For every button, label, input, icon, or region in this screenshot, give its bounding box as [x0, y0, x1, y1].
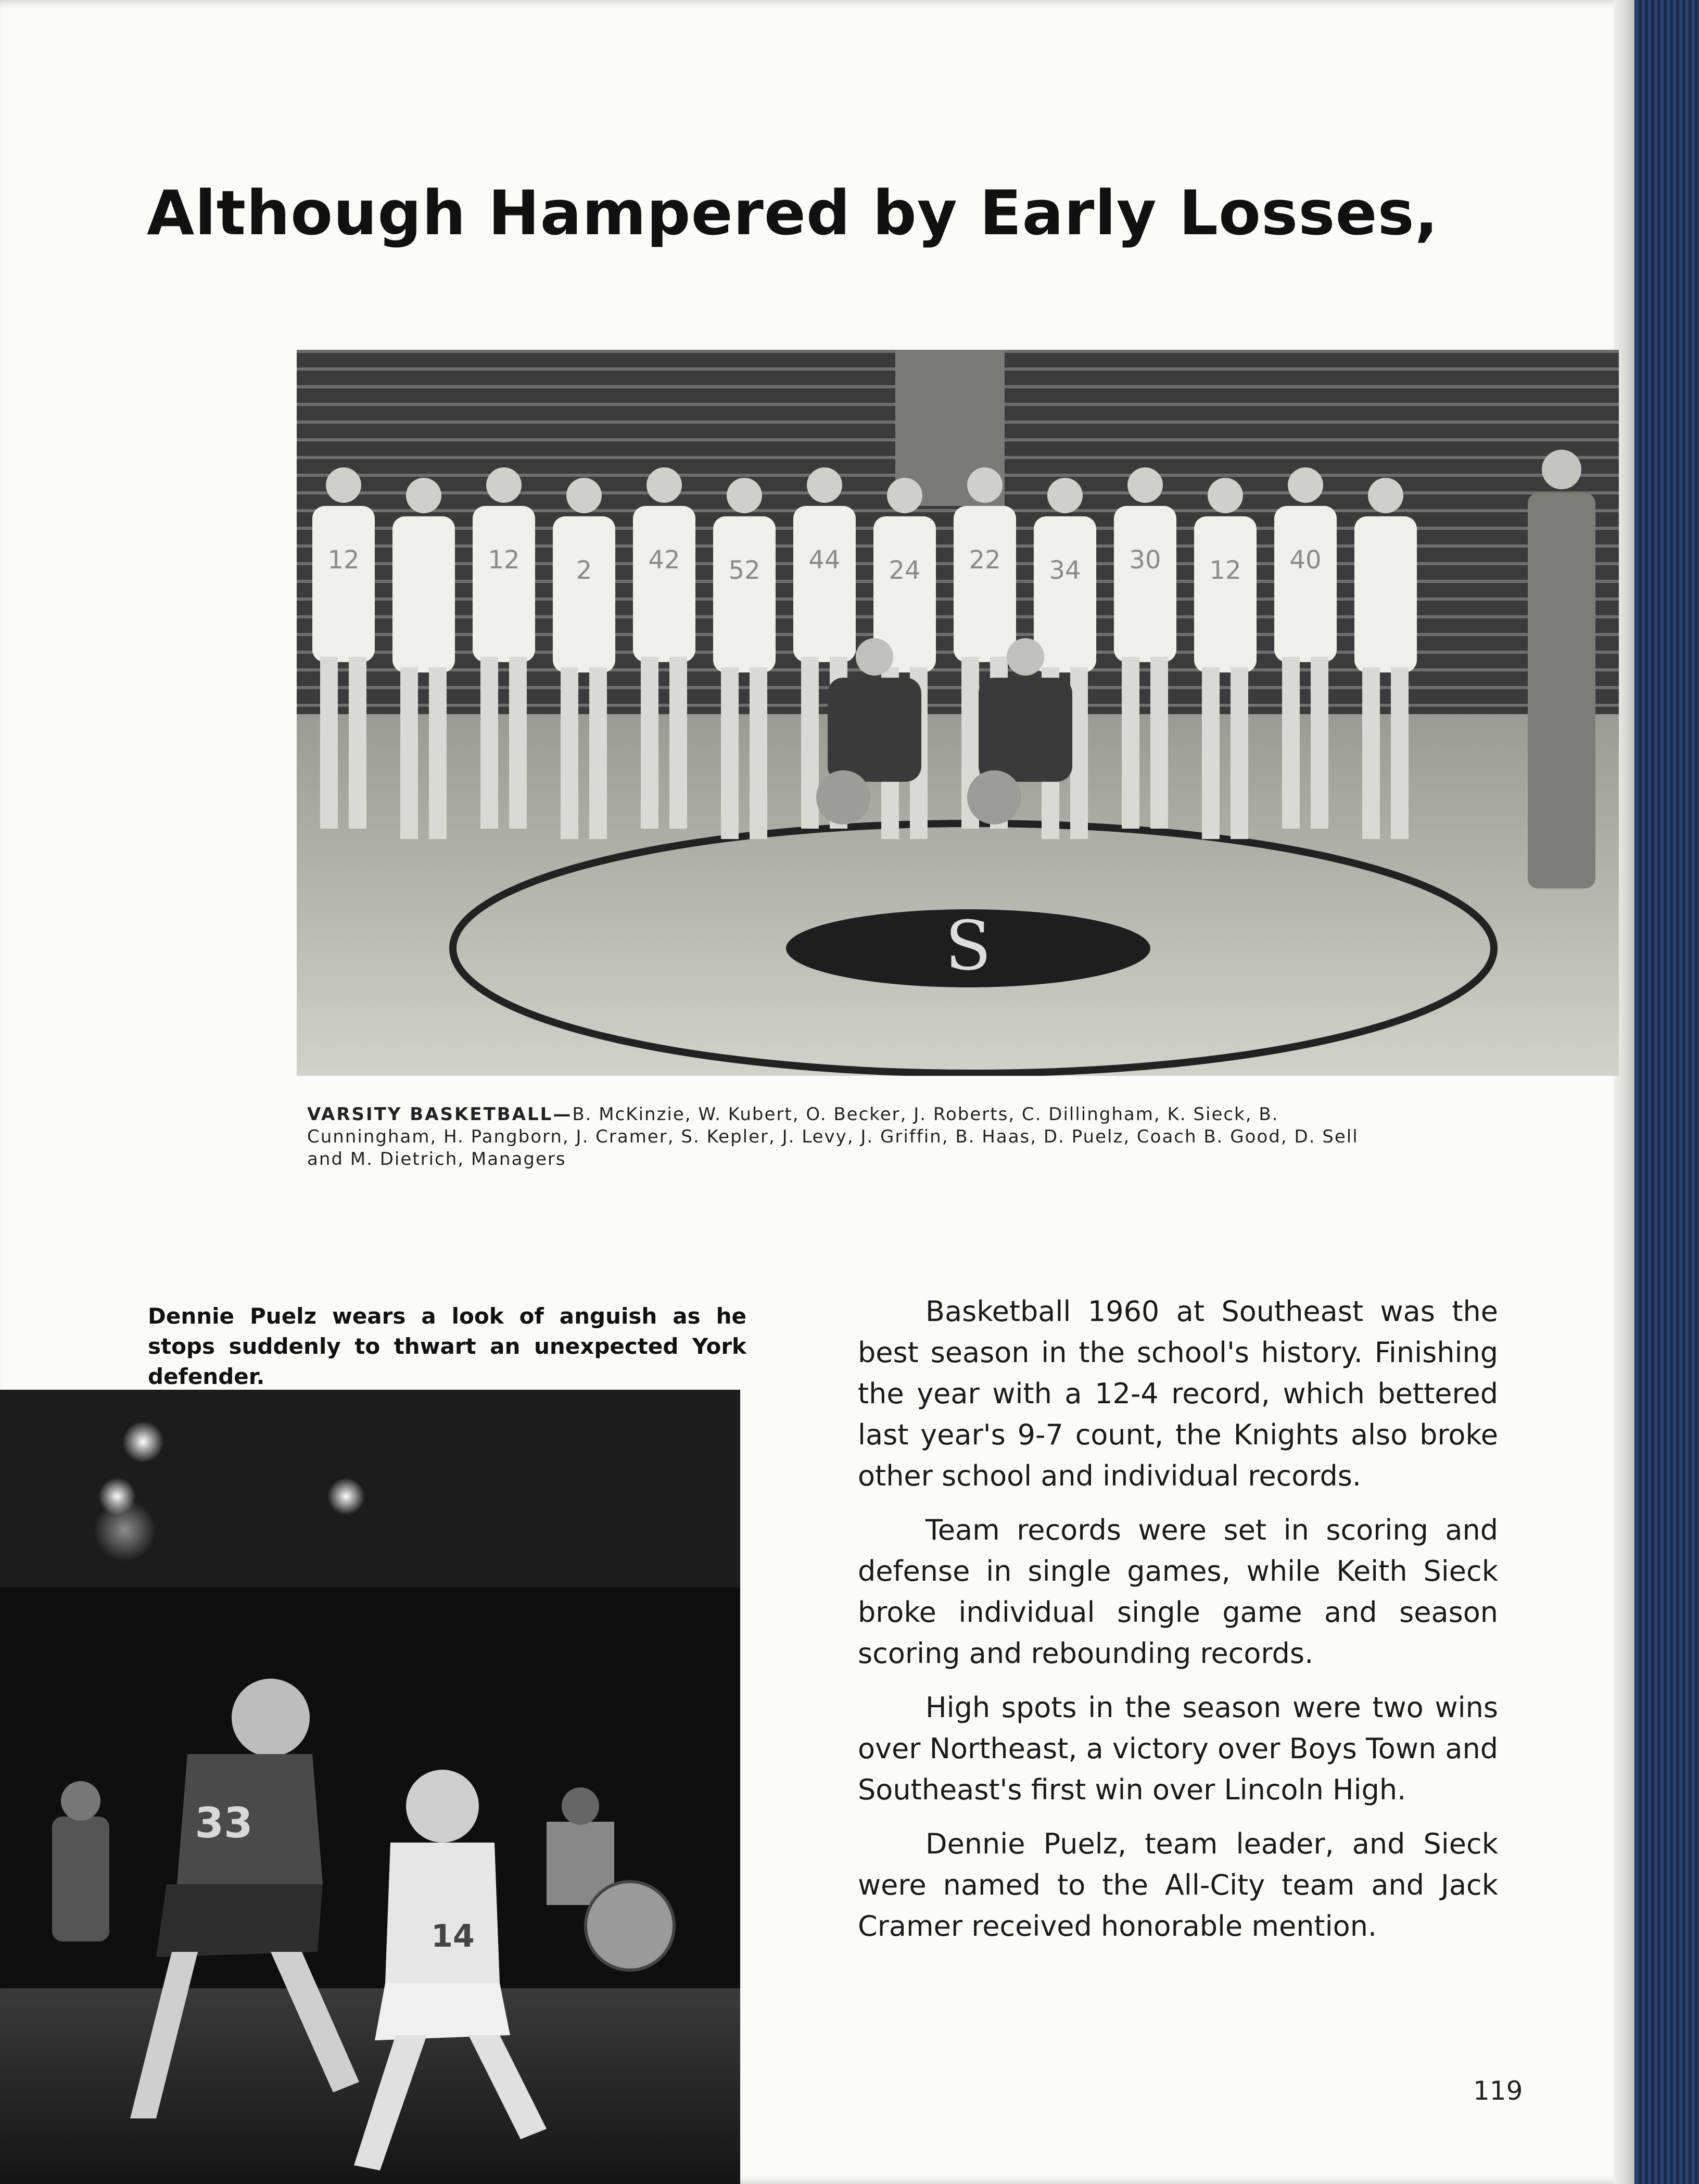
jersey-number: 12 [488, 545, 520, 575]
team-photo-image [297, 350, 1619, 1076]
action-photo-image [0, 1390, 740, 2184]
coach-figure [1528, 450, 1595, 888]
jersey-number: 42 [648, 545, 680, 575]
jersey-number: 24 [889, 556, 921, 585]
jersey-number: 22 [969, 545, 1001, 575]
article-paragraph: Dennie Puelz, team leader, and Sieck were named to the All-City team and Jack Cramer received honorable mention. [858, 1827, 1498, 1942]
left-player-jersey-number: 33 [195, 1799, 253, 1847]
jersey-number: 34 [1049, 556, 1081, 585]
page-edge [1614, 0, 1634, 2184]
court-center-letter: S [945, 906, 992, 985]
article-body [858, 1291, 1498, 1960]
jersey-number: 12 [1209, 556, 1241, 585]
right-player-jersey-number: 14 [431, 1918, 475, 1954]
basketball [816, 770, 870, 824]
action-photo-caption: Dennie Puelz wears a look of anguish as he stops suddenly to thwart an unexpected York defender. [148, 1303, 746, 1389]
team-caption-lead: VARSITY BASKETBALL— [307, 1104, 573, 1125]
team-caption-names: B. McKinzie, W. Kubert, O. Becker, J. Roberts, C. Dillingham, K. Sieck, B. Cunningham, H. Pangborn, J. Cramer, S. Kepler, J. Levy, J. Griffin, B. Haas, D. Puelz, Coach B. Good, D. Sell and M. Dietrich, Managers [307, 1104, 1359, 1170]
article-paragraph: Basketball 1960 at Southeast was the best season in the school's history. Finishing the year with a 12-4 record, which bettered last year's 9-7 count, the Knights also broke other school and individual records. [858, 1295, 1498, 1492]
basketball [967, 770, 1021, 824]
jersey-number: 30 [1129, 545, 1161, 575]
jersey-number: 40 [1289, 545, 1322, 575]
jersey-number: 2 [576, 556, 592, 585]
page-headline: Although Hampered by Early Losses, [147, 177, 1439, 249]
team-photo-caption [307, 1103, 1390, 1171]
jersey-number: 52 [728, 556, 760, 585]
article-paragraph: High spots in the season were two wins over Northeast, a victory over Boys Town and Southeast's first win over Lincoln High. [858, 1691, 1498, 1806]
action-photo [0, 1390, 740, 2184]
basketball [586, 1882, 674, 1970]
jersey-number: 12 [327, 545, 360, 575]
article-paragraph: Team records were set in scoring and defense in single games, while Keith Sieck broke individual single game and season scoring and rebounding records. [858, 1514, 1498, 1670]
jersey-number: 44 [808, 545, 841, 575]
page-number: 119 [1473, 2076, 1523, 2106]
book-binding [1629, 0, 1699, 2184]
team-photo [297, 350, 1619, 1076]
